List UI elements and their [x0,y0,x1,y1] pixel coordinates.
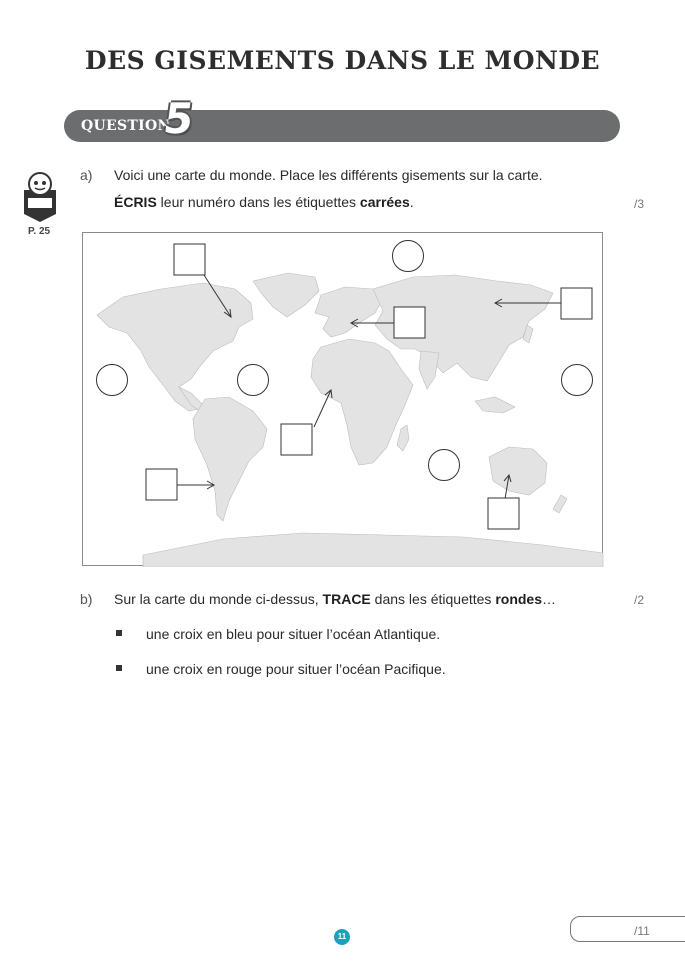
part-a-instruction-1: Voici une carte du monde. Place les différents gisements sur la carte. [114,167,543,183]
score-part-a: /3 [634,197,645,211]
carrees-keyword: carrées [359,194,410,210]
square-label-asia[interactable] [561,288,592,319]
india-shape [419,351,439,389]
southeast-asia-shape [475,397,515,413]
round-label-atlantic[interactable] [238,365,269,396]
total-score-box [570,916,685,942]
instruction-period: . [409,194,414,210]
europe-shape [315,287,383,337]
bullet-item-atlantic: une croix en bleu pour situer l’océan Atlantique. [146,626,441,642]
antarctica-shape [143,533,603,567]
bullet-marker [116,630,122,636]
instruction-text: dans les étiquettes [370,591,496,607]
new-zealand-shape [553,495,567,513]
reading-mascot-icon [22,170,58,224]
greenland-shape [253,273,319,317]
part-b-letter: b) [80,591,93,607]
round-label-arctic[interactable] [393,241,424,272]
round-label-indian[interactable] [429,450,460,481]
square-label-north-america[interactable] [174,244,205,275]
trace-keyword: TRACE [322,591,371,607]
square-label-south-america[interactable] [146,469,177,500]
part-a-letter: a) [80,167,93,183]
arrow-africa [314,390,331,427]
score-part-b: /2 [634,593,645,607]
world-map [82,232,603,566]
australia-shape [489,447,547,495]
page-number: 11 [334,929,350,945]
instruction-text: leur numéro dans les étiquettes [156,194,360,210]
madagascar-shape [397,425,409,451]
bullet-item-pacific: une croix en rouge pour situer l’océan Pacifique. [146,661,446,677]
total-score: /11 [634,924,650,938]
rondes-keyword: rondes [495,591,542,607]
question-label: QUESTION [81,118,171,134]
south-america-shape [193,397,267,521]
square-label-africa[interactable] [281,424,312,455]
square-label-australia[interactable] [488,498,519,529]
part-a-instruction-2 [114,194,414,210]
instruction-ellipsis: … [542,591,556,607]
instruction-text: Sur la carte du monde ci-dessus, [114,591,323,607]
question-number: 5 [160,94,197,143]
round-label-left[interactable] [97,365,128,396]
ecris-keyword: ÉCRIS [114,194,157,210]
page-title: DES GISEMENTS DANS LE MONDE [84,46,601,75]
round-label-right[interactable] [562,365,593,396]
bullet-marker [116,665,122,671]
part-b-instruction [114,591,556,607]
page-reference: P. 25 [28,226,51,237]
square-label-europe[interactable] [394,307,425,338]
